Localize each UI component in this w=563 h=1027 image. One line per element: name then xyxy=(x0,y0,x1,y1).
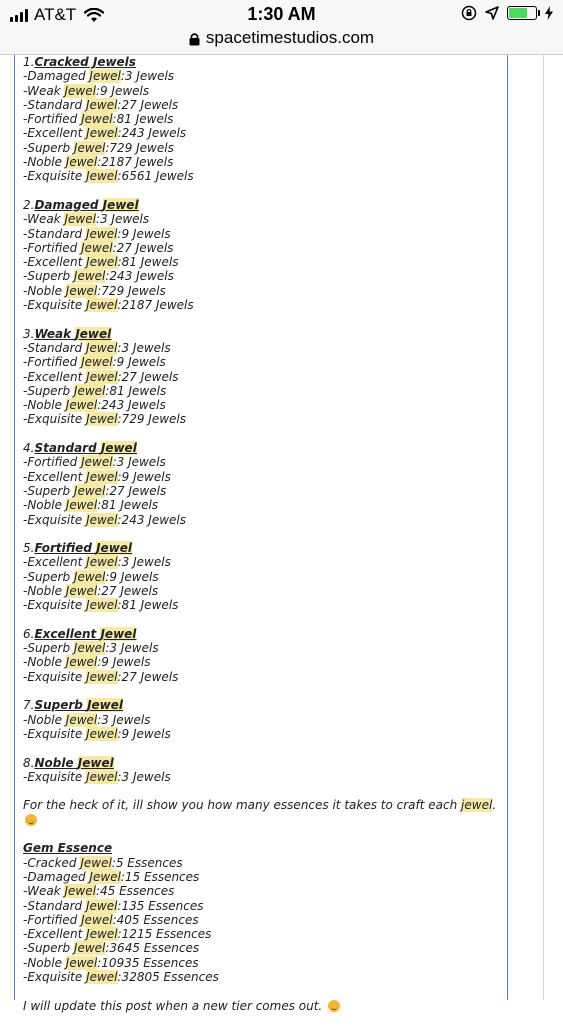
highlight: Jewel xyxy=(86,412,118,427)
list-item: -Standard Jewel:9 Jewels xyxy=(23,226,171,241)
highlight: Jewel xyxy=(65,655,98,670)
list-item: -Fortified Jewel:27 Jewels xyxy=(23,240,174,255)
list-item: -Fortified Jewel:81 Jewels xyxy=(23,112,174,127)
highlight: Jewel xyxy=(86,369,118,384)
jewel-section xyxy=(23,327,498,427)
highlight: jewel xyxy=(461,798,493,813)
smiley-emoji-icon xyxy=(328,1000,340,1012)
list-item: -Superb Jewel:3645 Essences xyxy=(23,941,200,956)
carrier-label: AT&T xyxy=(34,5,77,24)
highlight: Jewel xyxy=(73,941,106,956)
list-item: -Superb Jewel:81 Jewels xyxy=(23,383,167,398)
highlight: Jewel xyxy=(86,970,118,984)
list-item: -Superb Jewel:9 Jewels xyxy=(23,569,159,584)
highlight: Jewel xyxy=(73,140,106,155)
list-item: -Standard Jewel:3 Jewels xyxy=(23,340,171,355)
jewel-sections xyxy=(23,55,498,784)
highlight: Jewel xyxy=(81,240,113,255)
list-item: -Excellent Jewel:9 Jewels xyxy=(23,469,171,484)
highlight: Jewel xyxy=(85,340,118,355)
section-heading: 1.Cracked Jewels xyxy=(23,55,136,69)
status-right xyxy=(461,5,553,21)
highlight: Jewel xyxy=(86,555,118,570)
list-item: -Noble Jewel:27 Jewels xyxy=(23,583,159,598)
location-icon xyxy=(485,6,499,20)
list-item: -Noble Jewel:243 Jewels xyxy=(23,398,166,413)
smiley-emoji-icon xyxy=(25,814,37,826)
lock-icon xyxy=(189,32,200,46)
highlight: Jewel xyxy=(65,955,98,970)
status-bar xyxy=(0,0,563,28)
list-item: -Exquisite Jewel:27 Jewels xyxy=(23,669,179,684)
highlight: Jewel xyxy=(73,269,106,284)
list-item: -Excellent Jewel:81 Jewels xyxy=(23,255,179,270)
list-item: -Exquisite Jewel:9 Jewels xyxy=(23,726,171,741)
list-item: -Cracked Jewel:5 Essences xyxy=(23,855,183,870)
highlight: Jewel xyxy=(81,912,113,927)
section-heading: 8.Noble Jewel xyxy=(23,755,114,770)
battery-icon xyxy=(507,6,537,20)
section-heading: 6.Excellent Jewel xyxy=(23,626,137,641)
highlight: Jewel xyxy=(86,255,118,270)
list-item: -Superb Jewel:243 Jewels xyxy=(23,269,174,284)
section-heading: 7.Superb Jewel xyxy=(23,698,124,713)
highlight: Jewel xyxy=(73,569,106,584)
list-item: -Noble Jewel:10935 Essences xyxy=(23,955,199,970)
highlight: Jewel xyxy=(89,69,121,84)
list-item: -Damaged Jewel:15 Essences xyxy=(23,869,200,884)
essence-intro: For the heck of it, ill show you how many essences it takes to craft each jewel. xyxy=(23,798,498,827)
list-item: -Noble Jewel:81 Jewels xyxy=(23,498,159,513)
highlight: Jewel xyxy=(85,226,118,241)
list-item: -Weak Jewel:9 Jewels xyxy=(23,83,150,98)
highlight: Jewel xyxy=(65,398,98,413)
list-item: -Exquisite Jewel:32805 Essences xyxy=(23,970,219,984)
jewel-section xyxy=(23,441,498,527)
gem-essence-list xyxy=(23,856,498,985)
highlight: Jewel xyxy=(86,669,118,684)
list-item: -Noble Jewel:3 Jewels xyxy=(23,712,151,727)
list-item: -Weak Jewel:45 Essences xyxy=(23,884,175,899)
highlight: Jewel xyxy=(80,855,112,870)
list-item: -Superb Jewel:3 Jewels xyxy=(23,641,159,656)
list-item: -Noble Jewel:2187 Jewels xyxy=(23,155,174,170)
highlight: Jewel xyxy=(73,483,106,498)
url-bar[interactable] xyxy=(0,28,563,55)
highlight: Jewel xyxy=(65,155,98,170)
list-item: -Exquisite Jewel:81 Jewels xyxy=(23,598,179,613)
jewel-section xyxy=(23,756,498,785)
highlight: Jewel xyxy=(81,355,113,370)
highlight: Jewel xyxy=(89,869,121,884)
footer-note: I will update this post when a new tier comes out. xyxy=(23,999,498,1013)
highlight: Jewel xyxy=(86,927,118,942)
list-item: -Exquisite Jewel:2187 Jewels xyxy=(23,298,194,313)
highlight: Jewel xyxy=(86,598,118,613)
list-item: -Damaged Jewel:3 Jewels xyxy=(23,69,175,84)
highlight: Jewel xyxy=(65,712,98,727)
list-item: -Fortified Jewel:405 Essences xyxy=(23,912,199,927)
list-item: -Fortified Jewel:9 Jewels xyxy=(23,355,166,370)
list-item: -Exquisite Jewel:6561 Jewels xyxy=(23,169,194,184)
list-item: -Fortified Jewel:3 Jewels xyxy=(23,455,166,470)
list-item: -Weak Jewel:3 Jewels xyxy=(23,212,150,227)
highlight: Jewel xyxy=(86,469,118,484)
list-item: -Excellent Jewel:27 Jewels xyxy=(23,369,179,384)
highlight: Jewel xyxy=(86,298,118,313)
gem-essence-title: Gem Essence xyxy=(23,841,113,856)
post-body xyxy=(23,55,498,1027)
status-time: 1:30 AM xyxy=(247,4,316,24)
jewel-section xyxy=(23,198,498,312)
highlight: Jewel xyxy=(81,455,113,470)
gem-essence-section xyxy=(23,841,498,984)
list-item: -Superb Jewel:27 Jewels xyxy=(23,483,167,498)
list-item: -Excellent Jewel:3 Jewels xyxy=(23,555,171,570)
charging-icon xyxy=(545,6,553,20)
highlight: Jewel xyxy=(86,726,118,741)
sidebar-column xyxy=(507,55,544,1000)
section-heading: 4.Standard Jewel xyxy=(23,441,137,456)
section-heading: 2.Damaged Jewel xyxy=(23,197,139,212)
list-item: -Noble Jewel:9 Jewels xyxy=(23,655,151,670)
url-domain: spacetimestudios.com xyxy=(205,28,375,47)
highlight: Jewel xyxy=(65,583,98,598)
list-item: -Standard Jewel:135 Essences xyxy=(23,898,204,913)
highlight: Jewel xyxy=(65,283,98,298)
section-heading: 3.Weak Jewel xyxy=(23,326,112,341)
highlight: Jewel xyxy=(73,383,106,398)
highlight: Jewel xyxy=(85,97,118,112)
list-item: -Exquisite Jewel:729 Jewels xyxy=(23,412,186,427)
highlight: Jewel xyxy=(65,498,98,513)
highlight: Jewel xyxy=(64,83,96,98)
jewel-section xyxy=(23,55,498,184)
highlight: Jewel xyxy=(86,512,118,527)
list-item: -Excellent Jewel:243 Jewels xyxy=(23,126,187,141)
jewel-section xyxy=(23,627,498,684)
orientation-lock-icon xyxy=(461,5,477,21)
highlight: Jewel xyxy=(86,126,118,141)
section-heading: 5.Fortified Jewel xyxy=(23,541,133,556)
highlight: Jewel xyxy=(85,898,118,913)
highlight: Jewel xyxy=(86,769,118,784)
list-item: -Exquisite Jewel:3 Jewels xyxy=(23,769,171,784)
list-item: -Exquisite Jewel:243 Jewels xyxy=(23,512,186,527)
jewel-section xyxy=(23,541,498,612)
highlight: Jewel xyxy=(73,641,106,656)
highlight: Jewel xyxy=(81,112,113,127)
list-item: -Superb Jewel:729 Jewels xyxy=(23,140,174,155)
list-item: -Noble Jewel:729 Jewels xyxy=(23,283,166,298)
highlight: Jewel xyxy=(64,884,96,899)
jewel-section xyxy=(23,698,498,741)
highlight: Jewel xyxy=(86,169,118,184)
list-item: -Standard Jewel:27 Jewels xyxy=(23,97,179,112)
highlight: Jewel xyxy=(64,212,96,227)
list-item: -Excellent Jewel:1215 Essences xyxy=(23,927,212,942)
